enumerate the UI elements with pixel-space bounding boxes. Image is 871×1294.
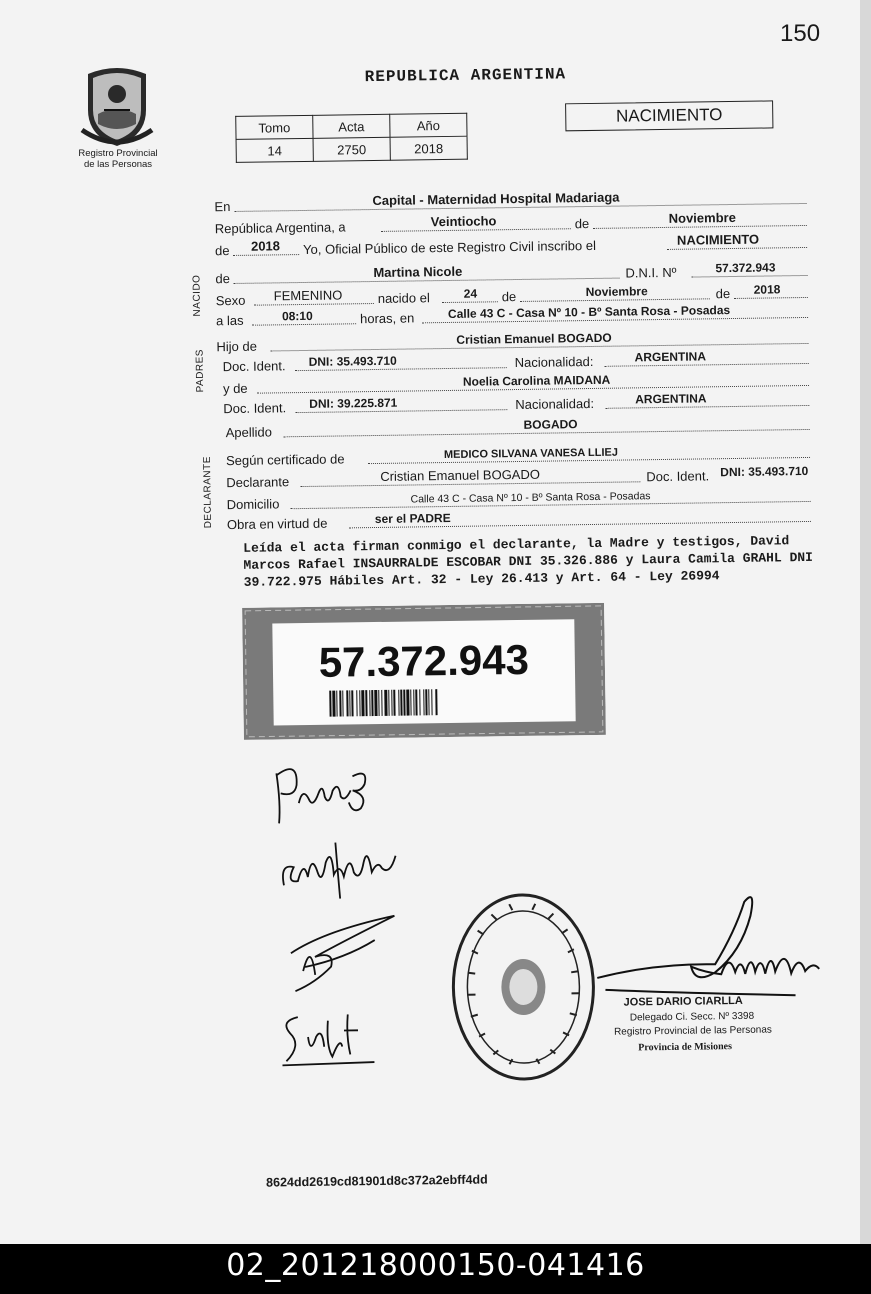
day-value: Veintiocho: [430, 213, 497, 230]
signature-witness-one-icon: [284, 910, 405, 998]
field-label: a las: [215, 312, 244, 329]
month-value: Noviembre: [668, 209, 736, 226]
birth-month-value: Noviembre: [585, 284, 648, 300]
meta-value-acta: 2750: [313, 137, 390, 161]
field-label: Hijo de: [216, 338, 258, 355]
dotted-line: [734, 297, 808, 299]
registrar-registry: Registro Provincial de las Personas: [613, 1024, 772, 1038]
mother-nationality-value: ARGENTINA: [635, 391, 707, 407]
birth-year-value: 2018: [753, 282, 781, 297]
side-label-declarant: DECLARANTE: [201, 456, 214, 529]
field-label: de: [214, 243, 230, 259]
year-value: 2018: [250, 238, 281, 254]
signature-witness-two-icon: [278, 1006, 379, 1073]
place-value: Capital - Maternidad Hospital Madariaga: [372, 189, 620, 209]
field-label: Obra en virtud de: [226, 515, 328, 533]
mother-name-value: Noelia Carolina MAIDANA: [462, 372, 611, 389]
field-label: Doc. Ident.: [646, 468, 710, 485]
field-label: nacido el: [377, 290, 430, 306]
birth-address-value: Calle 43 C - Casa Nº 10 - Bº Santa Rosa - Posadas: [447, 303, 731, 321]
field-label: Declarante: [226, 474, 290, 491]
page-number: 150: [780, 20, 821, 47]
field-label: de: [715, 286, 731, 302]
dotted-line: [254, 303, 374, 306]
scan-file-id: 02_201218000150-041416: [226, 1248, 645, 1283]
signature-declarant-icon: [268, 762, 379, 834]
dni-sticker: [242, 603, 606, 740]
dotted-line: [233, 254, 299, 256]
registrar-name: JOSE DARIO CIARLLA: [623, 994, 743, 1009]
dotted-line: [442, 301, 498, 303]
meta-header: Año: [390, 113, 467, 137]
meta-value-year: 2018: [390, 136, 467, 160]
mother-doc-value: DNI: 39.225.871: [309, 395, 398, 411]
field-row-officer: [215, 232, 815, 258]
sex-value: FEMENINO: [273, 287, 343, 304]
meta-header: Tomo: [236, 115, 313, 139]
meta-header: Acta: [313, 114, 390, 138]
field-label: Yo, Oficial Público de este Registro Civil inscribo el: [302, 237, 597, 257]
registry-label: Registro Provincial de las Personas: [78, 148, 158, 170]
father-name-value: Cristian Emanuel BOGADO: [456, 330, 612, 347]
field-label: de: [501, 289, 517, 305]
record-type-box: NACIMIENTO: [565, 100, 773, 131]
meta-value-tomo: 14: [236, 138, 313, 162]
registrar-province: Provincia de Misiones: [638, 1041, 733, 1054]
field-label: y de: [222, 380, 248, 397]
field-label: de: [215, 271, 231, 287]
field-label: Doc. Ident.: [222, 358, 286, 375]
side-label-born: NACIDO: [191, 274, 204, 317]
official-stamp-icon: [447, 889, 600, 1086]
dotted-line: [252, 323, 356, 325]
record-meta-table: [235, 113, 468, 163]
field-label: Apellido: [225, 424, 272, 441]
surname-value: BOGADO: [523, 417, 578, 432]
inscribe-type-value: NACIMIENTO: [676, 231, 760, 248]
father-nationality-value: ARGENTINA: [634, 349, 707, 365]
field-row-surname: [217, 414, 817, 440]
field-label: Doc. Ident.: [223, 400, 287, 417]
registrar-role: Delegado Ci. Secc. Nº 3398: [629, 1010, 755, 1024]
certificate-value: MEDICO SILVANA VANESA LLIEJ: [443, 446, 619, 462]
child-name-value: Martina Nicole: [373, 263, 463, 281]
field-label: Domicilio: [226, 496, 280, 513]
dotted-line: [381, 228, 571, 232]
declarant-doc-value: DNI: 35.493.710: [720, 463, 809, 480]
father-doc-value: DNI: 35.493.710: [308, 353, 397, 369]
field-label: República Argentina, a: [214, 219, 346, 237]
signature-mother-icon: [277, 832, 402, 906]
field-label: Nacionalidad:: [514, 353, 594, 371]
declarant-value: Cristian Emanuel BOGADO: [380, 466, 541, 484]
field-label: Sexo: [215, 292, 246, 309]
dotted-line: [692, 275, 808, 278]
child-dni-value: 57.372.943: [715, 260, 776, 276]
field-label: de: [574, 215, 590, 232]
side-label-parents: PADRES: [194, 348, 207, 393]
field-label: En: [214, 199, 231, 215]
birth-day-value: 24: [463, 286, 478, 301]
dotted-line: [520, 298, 710, 302]
signing-statement: Leída el acta firman conmigo el declarante, la Madre y testigos, David Marcos Rafael INSAURRALDE ESCOBAR DNI 35.326.886 y Laura Camila GRAHL DNI 39.722.975 Hábiles Art. 32 - Ley 26.413 y Art. 64 - Ley 26994: [243, 533, 814, 590]
birth-time-value: 08:10: [281, 308, 313, 324]
field-label: horas, en: [359, 310, 415, 327]
dotted-line: [593, 225, 807, 229]
document-title: REPUBLICA ARGENTINA: [364, 65, 567, 87]
field-label: D.N.I. Nº: [625, 264, 677, 281]
sticker-number: 57.372.943: [318, 635, 530, 686]
field-label: Según certificado de: [225, 451, 345, 469]
domicile-value: Calle 43 C - Casa Nº 10 - Bº Santa Rosa - Posadas: [410, 490, 651, 506]
field-label: Nacionalidad:: [515, 395, 595, 413]
document-hash: 8624dd2619cd81901d8c372a2ebff4dd: [266, 1172, 488, 1190]
by-virtue-value: ser el PADRE: [374, 510, 451, 527]
